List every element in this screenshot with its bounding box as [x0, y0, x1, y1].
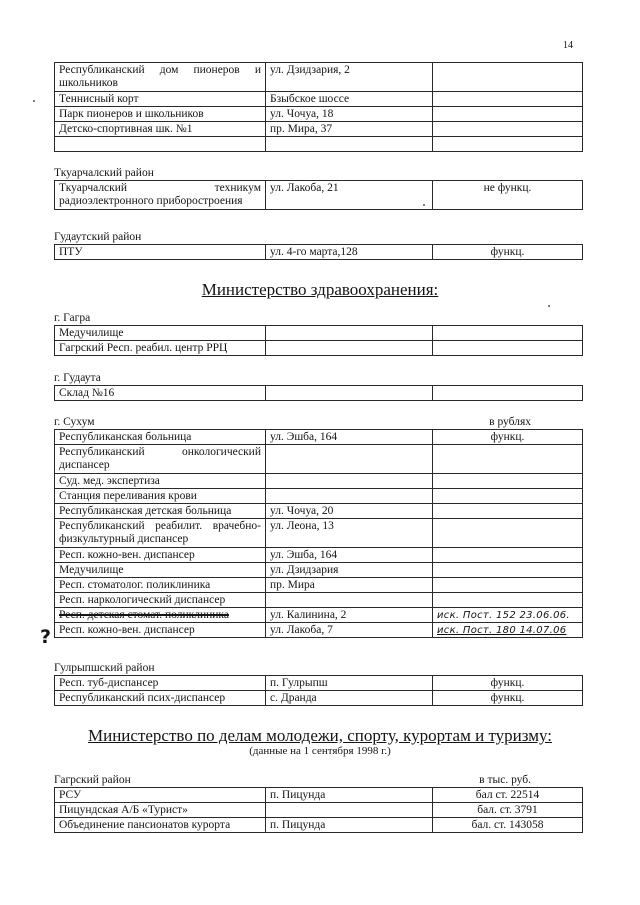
unit-note-thousand-rubles: в тыс. руб.: [479, 774, 531, 786]
cell-name: Республиканская детская больница: [55, 504, 266, 519]
gagra-district-label: Гагрский район: [54, 774, 131, 786]
cell-address: п. Гулрыпш: [266, 676, 433, 691]
cell-address: ул. Калинина, 2: [266, 608, 433, 623]
table-row: [55, 107, 583, 122]
cell-name: Респ. кожно-вен. диспансер: [55, 548, 266, 563]
cell-name: РСУ: [55, 788, 266, 803]
cell-name: Суд. мед. экспертиза: [55, 474, 266, 489]
cell-name: Респ. кожно-вен. диспансер: [55, 623, 266, 638]
cell-address: с. Дранда: [266, 691, 433, 706]
table-row: [55, 563, 583, 578]
table-row: [55, 578, 583, 593]
cell-name: Парк пионеров и школьников: [55, 107, 266, 122]
cell-name: Теннисный корт: [55, 92, 266, 107]
cell-name: Ткуарчалский техникум радиоэлектронного приборостроения: [55, 181, 266, 210]
cell-address: ул. Лакоба, 21: [266, 181, 433, 210]
cell-name: Гагрский Респ. реабил. центр РРЦ: [55, 341, 266, 356]
cell-address: [266, 341, 433, 356]
table-row: [55, 181, 583, 210]
table-row: [55, 63, 583, 92]
table-row: [55, 519, 583, 548]
cell-name: Респ. стоматолог. поликлиника: [55, 578, 266, 593]
section-label-sukhum: [54, 416, 583, 429]
cell-address: ул. Эшба, 164: [266, 430, 433, 445]
top-table: [54, 62, 583, 152]
section-label-tkuarchal: Ткуарчалский район: [54, 167, 154, 179]
section-label-gulrypsh: Гулрыпшский район: [54, 662, 155, 674]
cell-address: [266, 386, 433, 401]
cell-name: [55, 137, 266, 152]
cell-status: не функц.: [433, 181, 583, 210]
table-row: [55, 92, 583, 107]
cell-name: Республиканский реабилит. врачебно-физкультурный диспансер: [55, 519, 266, 548]
ministry-youth-subtitle: (данные на 1 сентября 1998 г.): [249, 745, 391, 757]
gagra-city-block: [54, 312, 583, 356]
cell-balance: бал. ст. 3791: [433, 803, 583, 818]
cell-address: [266, 137, 433, 152]
cell-address: п. Пицунда: [266, 788, 433, 803]
table-row: [55, 474, 583, 489]
cell-status: [433, 386, 583, 401]
table-row: [55, 137, 583, 152]
cell-address: ул. Дзидзария: [266, 563, 433, 578]
gagra-district-block: [54, 774, 583, 833]
handwritten-note: иск. Пост. 180 14.07.06: [433, 623, 583, 638]
table-row: [55, 122, 583, 137]
sukhum-block: [54, 416, 583, 638]
section-label-gudauta-district: Гудаутский район: [54, 231, 142, 243]
gudauta-district-block: [54, 231, 583, 260]
cell-address: [266, 489, 433, 504]
cell-status: [433, 474, 583, 489]
table-row: [55, 341, 583, 356]
cell-address: пр. Мира, 37: [266, 122, 433, 137]
cell-name: Республиканский дом пионеров и школьников: [55, 63, 266, 92]
table-row: [55, 245, 583, 260]
cell-status: [433, 137, 583, 152]
cell-status: [433, 593, 583, 608]
table-row: [55, 548, 583, 563]
cell-address: [266, 593, 433, 608]
cell-status: [433, 563, 583, 578]
table-row: [55, 489, 583, 504]
cell-status: [433, 548, 583, 563]
cell-name: Медучилище: [55, 563, 266, 578]
cell-balance: бал ст. 22514: [433, 788, 583, 803]
table-row: [55, 430, 583, 445]
cell-address: п. Пицунда: [266, 818, 433, 833]
gudauta-city-block: [54, 372, 583, 401]
table-row: [55, 803, 583, 818]
cell-address: ул. Чочуа, 18: [266, 107, 433, 122]
cell-balance: бал. ст. 143058: [433, 818, 583, 833]
table-row: [55, 504, 583, 519]
table-row: [55, 788, 583, 803]
cell-name: Станция переливания крови: [55, 489, 266, 504]
scan-speck: [423, 204, 425, 206]
section-label-gudauta-city: г. Гудаута: [54, 372, 101, 384]
cell-address: [266, 445, 433, 474]
gulrypsh-block: [54, 662, 583, 706]
cell-status: функц.: [433, 676, 583, 691]
gudauta-district-table: [54, 244, 583, 260]
table-row: [55, 386, 583, 401]
cell-status: [433, 519, 583, 548]
cell-address: ул. Дзидзария, 2: [266, 63, 433, 92]
gagra-city-table: [54, 325, 583, 356]
cell-status: [433, 107, 583, 122]
handwritten-note: иск. Пост. 152 23.06.06.: [433, 608, 583, 623]
table-row: [55, 818, 583, 833]
cell-address: ул. 4-го марта,128: [266, 245, 433, 260]
cell-name-struck-through: Респ. детская стомат. поликлиника: [55, 608, 266, 623]
cell-status: [433, 326, 583, 341]
cell-address: ул. Леона, 13: [266, 519, 433, 548]
cell-address: ул. Чочуа, 20: [266, 504, 433, 519]
gagra-district-table: [54, 787, 583, 833]
handwritten-question-mark: ?: [40, 626, 52, 648]
cell-status: [433, 63, 583, 92]
cell-status: функц.: [433, 430, 583, 445]
page-number: 14: [563, 40, 573, 51]
cell-name: Детско-спортивная шк. №1: [55, 122, 266, 137]
cell-status: [433, 578, 583, 593]
cell-name: Медучилище: [55, 326, 266, 341]
cell-name: Республиканский псих-диспансер: [55, 691, 266, 706]
tkuarchal-block: [54, 167, 583, 210]
cell-address: пр. Мира: [266, 578, 433, 593]
cell-address: Бзыбское шоссе: [266, 92, 433, 107]
cell-address: ул. Эшба, 164: [266, 548, 433, 563]
cell-name: Респ. наркологический диспансер: [55, 593, 266, 608]
cell-name: Пицундская А/Б «Турист»: [55, 803, 266, 818]
gudauta-city-table: [54, 385, 583, 401]
cell-status: [433, 489, 583, 504]
cell-status: функц.: [433, 245, 583, 260]
cell-status: [433, 92, 583, 107]
section-label-gagra-district: [54, 774, 583, 787]
unit-note-rubles: в рублях: [489, 416, 531, 428]
top-table-block: [54, 62, 583, 152]
cell-name: Республиканская больница: [55, 430, 266, 445]
cell-name: Склад №16: [55, 386, 266, 401]
table-row: [55, 445, 583, 474]
cell-address: [266, 326, 433, 341]
table-row: [55, 326, 583, 341]
tkuarchal-table: [54, 180, 583, 210]
table-row: [55, 676, 583, 691]
scan-speck: [548, 305, 550, 307]
cell-address: [266, 803, 433, 818]
cell-name: Респ. туб-диспансер: [55, 676, 266, 691]
ministry-health-title: Министерство здравоохранения:: [201, 280, 439, 299]
cell-status: [433, 445, 583, 474]
table-row: [55, 593, 583, 608]
sukhum-table: [54, 429, 583, 638]
cell-name: ПТУ: [55, 245, 266, 260]
table-row-struck: [55, 608, 583, 623]
table-row: [55, 691, 583, 706]
cell-status: [433, 341, 583, 356]
cell-status: функц.: [433, 691, 583, 706]
sukhum-label: г. Сухум: [54, 416, 95, 428]
cell-status: [433, 122, 583, 137]
cell-address: [266, 474, 433, 489]
cell-name: Республиканский онкологический диспансер: [55, 445, 266, 474]
section-label-gagra: г. Гагра: [54, 312, 91, 324]
ministry-youth-title: Министерство по делам молодежи, спорту, курортам и туризму:: [88, 726, 552, 745]
scan-speck: [33, 100, 35, 102]
cell-name: Объединение пансионатов курорта: [55, 818, 266, 833]
gulrypsh-table: [54, 675, 583, 706]
table-row: [55, 623, 583, 638]
cell-status: [433, 504, 583, 519]
cell-address: ул. Лакоба, 7: [266, 623, 433, 638]
